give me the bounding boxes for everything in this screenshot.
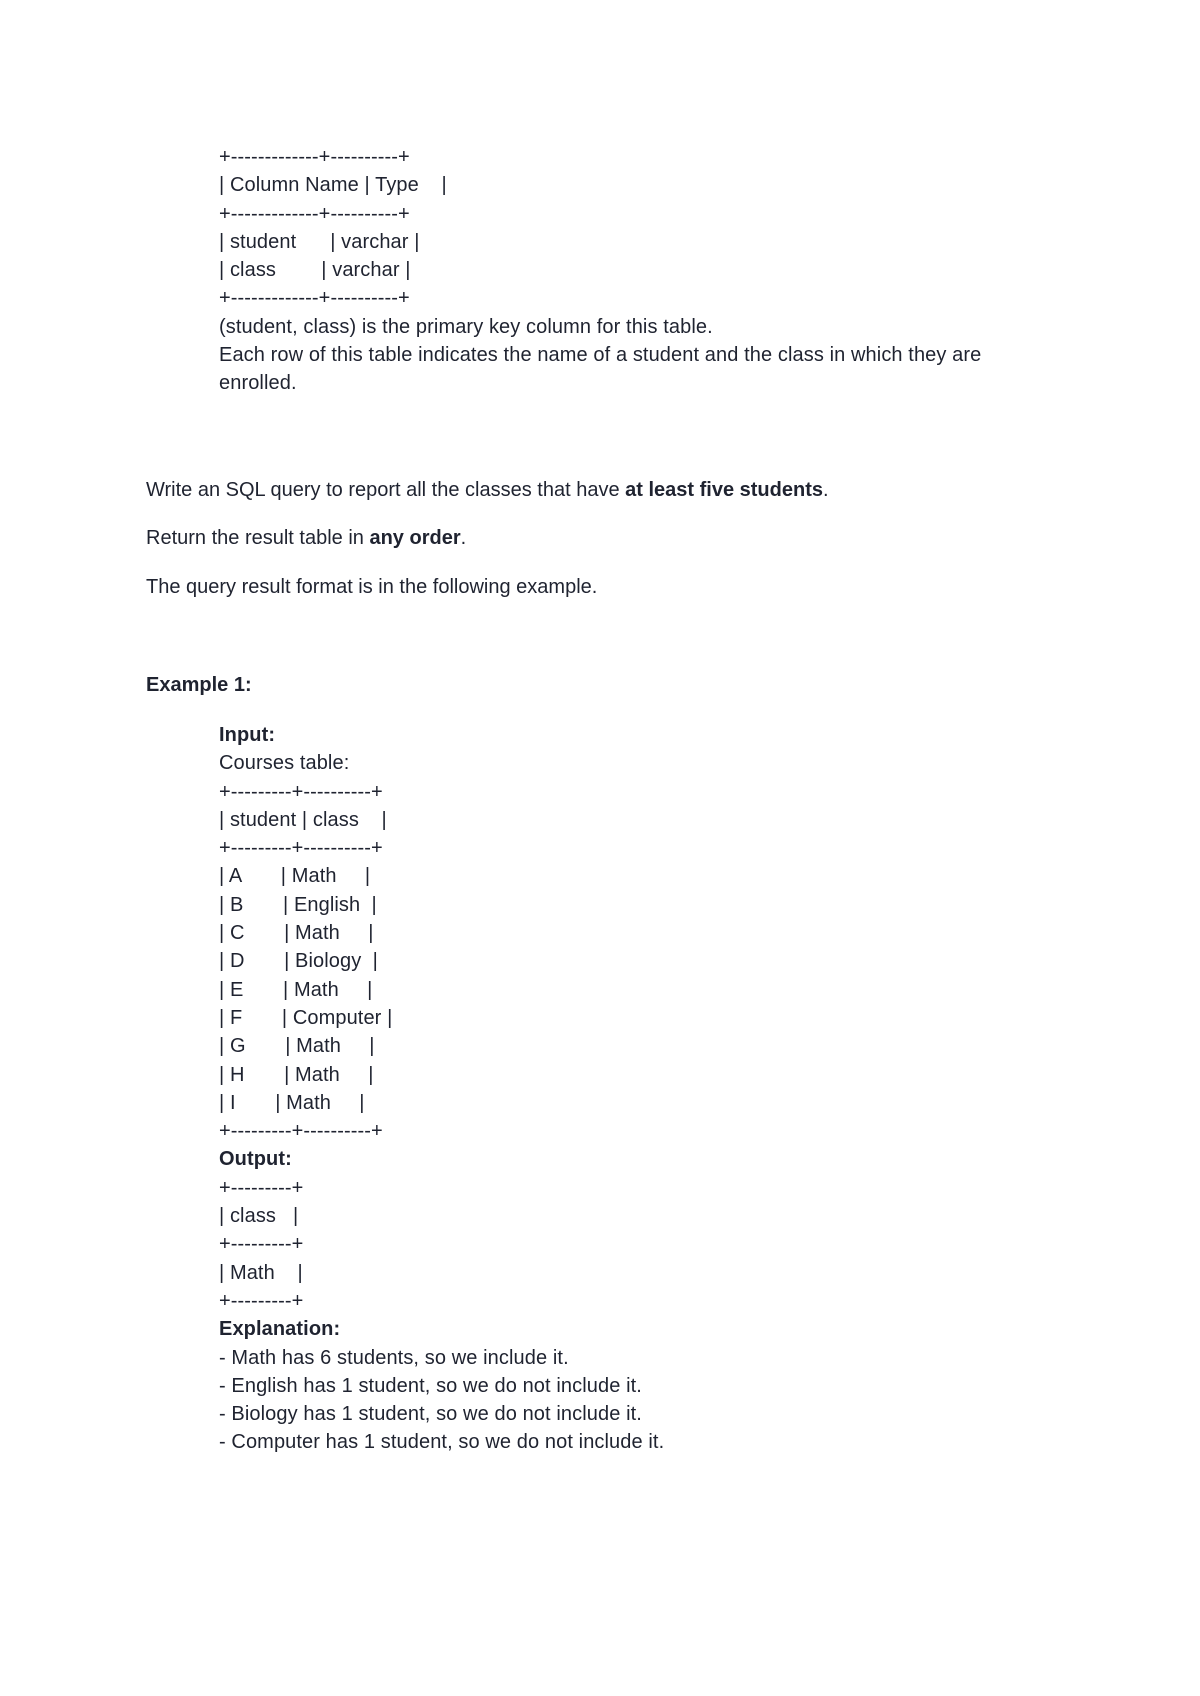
input-table-line: +---------+----------+ [219,780,383,803]
schema-line: +-------------+----------+ [219,146,410,168]
input-table-line: | F | Computer | [219,1006,393,1029]
explanation-line: - Math has 6 students, so we include it. [219,1346,569,1369]
example-body [219,721,664,1457]
example-heading: Example 1: [146,674,252,696]
task-instruction-text: Write an SQL query to report all the classes that have [146,479,626,501]
schema-line: | class | varchar | [219,259,411,282]
output-table-line: +---------+ [219,1233,304,1256]
input-table-line: | B | English | [219,893,377,916]
output-label: Output: [219,1148,292,1171]
task-instruction-end: . [822,479,829,501]
row-description-note: Each row of this table indicates the name of a student and the class in which they are enrolled. [219,344,982,395]
schema-line: | Column Name | Type | [219,174,447,197]
output-table-line: | Math | [219,1261,303,1284]
ordering-instruction-text: Return the result table in [146,527,370,549]
schema-table [219,143,1039,398]
explanation-label: Explanation: [219,1318,341,1341]
explanation-line: - Biology has 1 student, so we do not include it. [219,1403,642,1426]
output-table-line: +---------+ [219,1289,304,1312]
input-table-line: | E | Math | [219,978,373,1001]
courses-table-name: Courses table: [219,752,350,775]
input-table-line: | student | class | [219,808,387,831]
input-table-line: | C | Math | [219,922,374,945]
task-instruction [146,476,829,504]
ordering-instruction-end: . [460,527,467,549]
output-table-line: +---------+ [219,1176,304,1199]
input-table-line: | D | Biology | [219,950,378,973]
schema-line: | student | varchar | [219,230,420,253]
input-label: Input: [219,724,276,746]
schema-line: +-------------+----------+ [219,287,410,310]
input-table-line: | G | Math | [219,1035,375,1058]
output-table-line: | class | [219,1205,299,1228]
input-table-line: | A | Math | [219,865,371,888]
schema-line: +-------------+----------+ [219,202,410,225]
explanation-line: - English has 1 student, so we do not include it. [219,1374,642,1397]
input-table-line: | I | Math | [219,1091,365,1114]
explanation-line: - Computer has 1 student, so we do not include it. [219,1431,665,1454]
input-table-line: +---------+----------+ [219,837,383,860]
input-table-line: | H | Math | [219,1063,374,1086]
format-note: The query result format is in the following example. [146,576,598,598]
ordering-instruction-emphasis: any order [369,527,461,549]
primary-key-note: (student, class) is the primary key column for this table. [219,315,713,338]
input-table-line: +---------+----------+ [219,1120,383,1143]
task-instruction-emphasis: at least five students [625,479,823,501]
ordering-instruction [146,524,466,552]
